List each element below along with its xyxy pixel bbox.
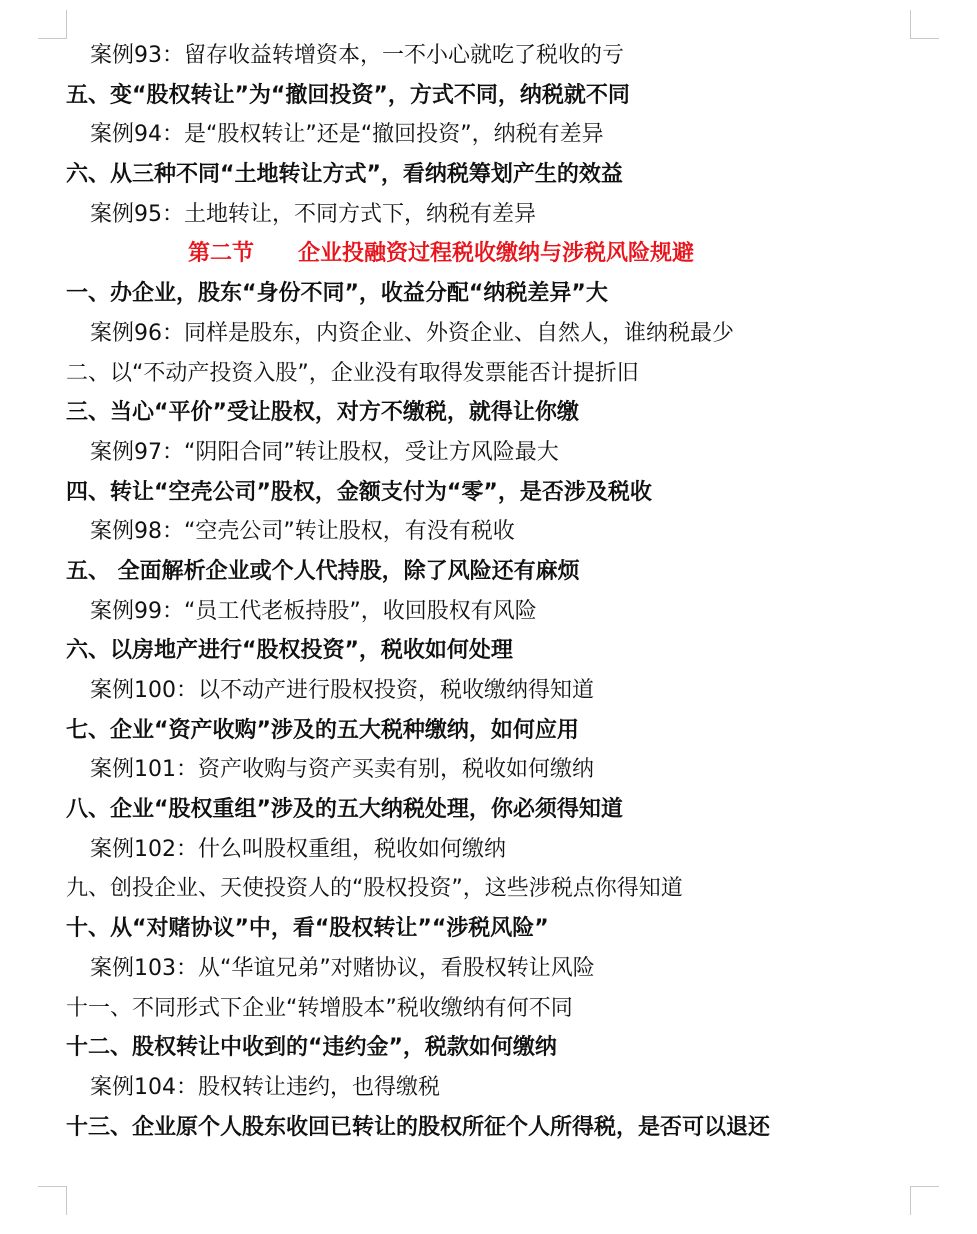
toc-case-line: 案例99：“员工代老板持股”，收回股权有风险 [90,598,537,624]
toc-heading-line: 四、转让“空壳公司”股权，金额支付为“零”，是否涉及税收 [66,479,652,505]
toc-heading-line: 十三、企业原个人股东收回已转让的股权所征个人所得税，是否可以退还 [66,1114,771,1140]
toc-case-line: 案例98：“空壳公司”转让股权，有没有税收 [90,519,515,545]
toc-case-line: 案例97：“阴阳合同”转让股权，受让方风险最大 [90,439,559,465]
toc-heading-line: 十、从“对赌协议”中，看“股权转让”“涉税风险” [66,916,549,942]
toc-heading-line: 六、从三种不同“土地转让方式”，看纳税筹划产生的效益 [66,162,623,188]
toc-heading-line: 五、 全面解析企业或个人代持股，除了风险还有麻烦 [66,558,580,584]
crop-mark-top-right [910,10,939,39]
toc-heading-line: 五、变“股权转让”为“撤回投资”，方式不同，纳税就不同 [66,82,630,108]
toc-case-line: 案例104：股权转让违约，也得缴税 [90,1074,440,1100]
crop-mark-bottom-left [38,1186,67,1215]
toc-case-line: 案例100：以不动产进行股权投资，税收缴纳得知道 [90,678,594,703]
toc-heading-line: 一、办企业，股东“身份不同”，收益分配“纳税差异”大 [66,281,608,307]
toc-case-line: 案例96：同样是股东，内资企业、外资企业、自然人，谁纳税最少 [90,320,734,346]
toc-heading-line: 八、企业“股权重组”涉及的五大纳税处理，你必须得知道 [66,797,623,823]
toc-heading-line: 十一、不同形式下企业“转增股本”税收缴纳有何不同 [66,995,573,1021]
toc-heading-line: 十二、股权转让中收到的“违约金”，税款如何缴纳 [66,1035,557,1061]
toc-heading-line: 二、以“不动产投资入股”，企业没有取得发票能否计提折旧 [66,360,639,386]
toc-heading-line: 九、创投企业、天使投资人的“股权投资”，这些涉税点你得知道 [66,876,683,902]
crop-mark-bottom-right [910,1186,939,1215]
toc-heading-line: 七、企业“资产收购”涉及的五大税种缴纳，如何应用 [66,717,579,743]
toc-case-line: 案例101：资产收购与资产买卖有别，税收如何缴纳 [90,757,594,783]
toc-case-line: 案例102：什么叫股权重组，税收如何缴纳 [90,836,506,862]
section-title: 第二节 企业投融资过程税收缴纳与涉税风险规避 [187,241,694,267]
crop-mark-top-left [38,10,67,39]
toc-case-line: 案例103：从“华谊兄弟”对赌协议，看股权转让风险 [90,955,595,981]
toc-case-line: 案例95：土地转让，不同方式下，纳税有差异 [90,201,536,227]
toc-case-line: 案例93：留存收益转增资本，一不小心就吃了税收的亏 [90,43,624,68]
toc-heading-line: 六、以房地产进行“股权投资”，税收如何处理 [66,638,513,664]
toc-case-line: 案例94：是“股权转让”还是“撤回投资”，纳税有差异 [90,122,604,148]
toc-heading-line: 三、当心“平价”受让股权，对方不缴税，就得让你缴 [66,400,579,426]
table-of-contents [66,36,926,1147]
